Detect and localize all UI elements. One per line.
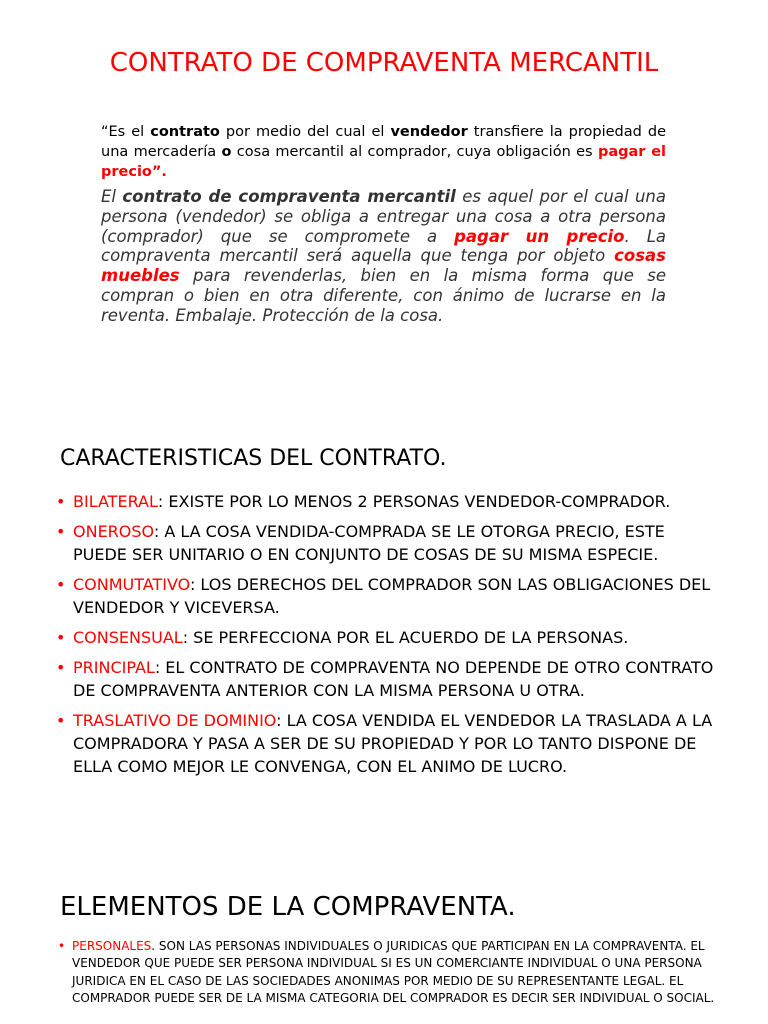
bullet-icon: • (56, 658, 66, 677)
quote-text: transfiere la propiedad de una mercadería (101, 124, 666, 160)
item-term: PRINCIPAL (73, 658, 155, 677)
list-item (56, 490, 722, 513)
elementos-heading: ELEMENTOS DE LA COMPRAVENTA. (60, 892, 516, 922)
definition-bold: contrato de compraventa mercantil (122, 187, 456, 206)
item-text: : LOS DERECHOS DEL COMPRADOR SON LAS OBLIGACIONES DEL VENDEDOR Y VICEVERSA. (73, 575, 711, 617)
item-term: BILATERAL (73, 492, 158, 511)
item-term: PERSONALES (72, 939, 152, 953)
item-term: CONSENSUAL (73, 628, 183, 647)
definition-text: para revenderlas, bien en la misma forma que se compran o bien en otra diferente, con ánimo de lucrarse en la reventa. Embalaje. Protección de la cosa. (101, 266, 666, 325)
bullet-icon: • (56, 711, 66, 730)
quote-bold: o (221, 144, 232, 160)
item-text: . SON LAS PERSONAS INDIVIDUALES O JURIDICAS QUE PARTICIPAN EN LA COMPRAVENTA. EL VENDEDOR QUE PUEDE SER PERSONA INDIVIDUAL SI ES UN COMERCIANTE INDIVIDUAL O UNA PERSONA JURIDICA EN EL CASO DE LAS SOCIEDADES ANONIMAS POR MEDIO DE SU REPRESENTANTE LEGAL. EL COMPRADOR PUEDE SER DE LA MISMA CATEGORIA DEL COMPRADOR ES DECIR SER INDIVIDUAL O SOCIAL. (72, 939, 715, 1005)
bullet-icon: • (56, 628, 66, 647)
page-title: CONTRATO DE COMPRAVENTA MERCANTIL (109, 48, 659, 78)
item-term: TRASLATIVO DE DOMINIO (73, 711, 277, 730)
list-item (56, 626, 722, 649)
list-item (56, 520, 722, 566)
quote-text: por medio del cual el (219, 124, 391, 140)
definition-highlight: pagar un precio (454, 226, 625, 246)
definition-text: . La compraventa mercantil será aquella que tenga por objeto (101, 226, 667, 266)
bullet-icon: • (56, 575, 66, 594)
item-text: : A LA COSA VENDIDA-COMPRADA SE LE OTORGA PRECIO, ESTE PUEDE SER UNITARIO O EN CONJUNTO DE COSAS DE SU MISMA ESPECIE. (73, 522, 665, 564)
list-item (56, 656, 722, 702)
definition-text: El (101, 187, 123, 206)
item-text: : LA COSA VENDIDA EL VENDEDOR LA TRASLADA A LA COMPRADORA Y PASA A SER DE SU PROPIEDAD Y POR LO TANTO DISPONE DE ELLA COMO MEJOR LE CONVENGA, CON EL ANIMO DE LUCRO. (73, 711, 713, 776)
item-term: CONMUTATIVO (73, 575, 190, 594)
quote-highlight: pagar el precio (101, 144, 667, 180)
caracteristicas-list (56, 490, 722, 785)
item-text: : EXISTE POR LO MENOS 2 PERSONAS VENDEDOR-COMPRADOR. (157, 492, 671, 511)
elementos-list (58, 938, 718, 1007)
bullet-icon: • (58, 939, 66, 953)
quote-text: “Es el (101, 124, 151, 140)
bullet-icon: • (56, 492, 66, 511)
quote-text: cosa mercantil al comprador, cuya obligación es (231, 144, 598, 160)
caracteristicas-heading: CARACTERISTICAS DEL CONTRATO. (60, 446, 447, 471)
item-text: : SE PERFECCIONA POR EL ACUERDO DE LA PERSONAS. (182, 628, 629, 647)
list-item (56, 709, 722, 778)
quote-bold: vendedor (390, 124, 468, 140)
item-term: ONEROSO (73, 522, 154, 541)
definition-highlight: cosas muebles (101, 246, 666, 286)
list-item (56, 573, 722, 619)
definition-paragraph (101, 187, 666, 326)
bullet-icon: • (56, 522, 66, 541)
list-item (58, 938, 718, 1007)
quote-bold: contrato (150, 124, 220, 140)
quote-paragraph (101, 122, 666, 182)
definition-text: es aquel por el cual una persona (vendedor) se obliga a entregar una cosa a otra persona (comprador) que se compromete a (101, 187, 666, 246)
item-text: : EL CONTRATO DE COMPRAVENTA NO DEPENDE DE OTRO CONTRATO DE COMPRAVENTA ANTERIOR CON LA MISMA PERSONA U OTRA. (73, 658, 714, 700)
quote-closing: ”. (151, 164, 167, 180)
